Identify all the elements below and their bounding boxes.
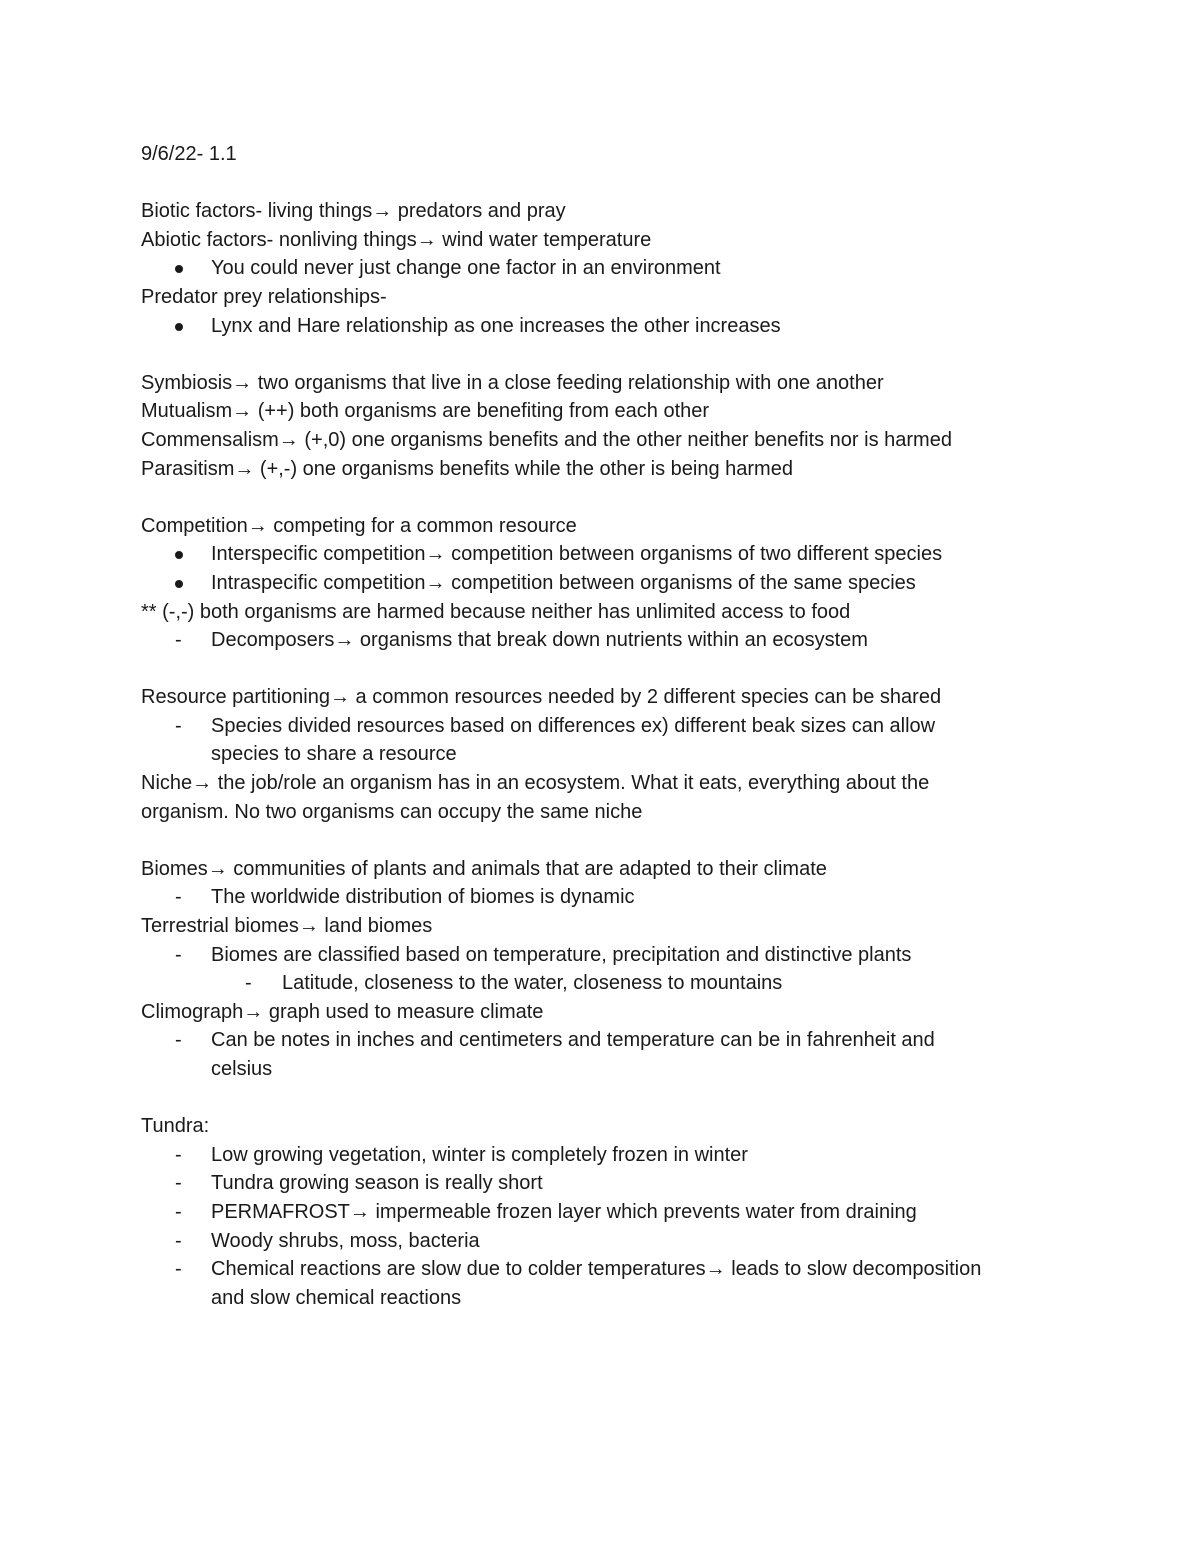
line-text: Climograph→ graph used to measure climate bbox=[141, 1000, 544, 1023]
note-line bbox=[141, 769, 1061, 798]
bullet-item bbox=[141, 312, 1061, 341]
bullet-item bbox=[141, 254, 1061, 283]
dash-marker-icon: - bbox=[175, 886, 182, 909]
line-text: Terrestrial biomes→ land biomes bbox=[141, 915, 433, 938]
note-line bbox=[141, 226, 1061, 255]
line-text: Symbiosis→ two organisms that live in a close feeding relationship with one another bbox=[141, 371, 884, 394]
line-text: Lynx and Hare relationship as one increases the other increases bbox=[211, 314, 781, 337]
line-text: Competition→ competing for a common resource bbox=[141, 514, 577, 537]
dash-marker-icon: - bbox=[175, 1229, 182, 1252]
list-item-continuation bbox=[141, 1284, 1061, 1313]
document-body bbox=[141, 140, 1061, 1312]
dash-list-item bbox=[141, 883, 1061, 912]
list-item-continuation bbox=[141, 740, 1061, 769]
note-line bbox=[141, 912, 1061, 941]
note-line bbox=[141, 197, 1061, 226]
line-text: Interspecific competition→ competition between organisms of two different species bbox=[211, 543, 943, 566]
blank-line bbox=[141, 1084, 1061, 1113]
dash-list-item bbox=[141, 1141, 1061, 1170]
note-line bbox=[141, 455, 1061, 484]
dash-list-item bbox=[141, 1198, 1061, 1227]
line-text: 9/6/22- 1.1 bbox=[141, 143, 237, 165]
line-text: and slow chemical reactions bbox=[211, 1286, 462, 1309]
line-text: celsius bbox=[211, 1058, 273, 1080]
dash-list-item bbox=[141, 626, 1061, 655]
blank-line bbox=[141, 169, 1061, 198]
dash-marker-icon: - bbox=[175, 629, 182, 652]
bullet-item bbox=[141, 569, 1061, 598]
line-text: Tundra: bbox=[141, 1115, 210, 1138]
dash-list-item bbox=[141, 941, 1061, 970]
line-text: Species divided resources based on differences ex) different beak sizes can allow bbox=[211, 714, 936, 737]
line-text: Decomposers→ organisms that break down nutrients within an ecosystem bbox=[211, 629, 868, 652]
line-text: Woody shrubs, moss, bacteria bbox=[211, 1229, 480, 1252]
note-line bbox=[141, 369, 1061, 398]
line-text: organism. No two organisms can occupy the same niche bbox=[141, 800, 643, 823]
note-line bbox=[141, 683, 1061, 712]
note-line bbox=[141, 598, 1061, 627]
bullet-dot-icon bbox=[175, 265, 183, 273]
blank-line bbox=[141, 826, 1061, 855]
list-item-continuation bbox=[141, 1055, 1061, 1084]
line-text: Biomes are classified based on temperature, precipitation and distinctive plants bbox=[211, 943, 912, 966]
dash-marker-icon: - bbox=[175, 943, 182, 966]
blank-line bbox=[141, 340, 1061, 369]
dash-list-item bbox=[141, 1255, 1061, 1284]
line-text: Intraspecific competition→ competition between organisms of the same species bbox=[211, 571, 916, 594]
line-text: Can be notes in inches and centimeters and temperature can be in fahrenheit and bbox=[211, 1029, 935, 1052]
dash-list-item bbox=[141, 1227, 1061, 1256]
bullet-item bbox=[141, 540, 1061, 569]
note-line bbox=[141, 998, 1061, 1027]
dash-list-item bbox=[141, 712, 1061, 741]
line-text: Biotic factors- living things→ predators and pray bbox=[141, 200, 566, 223]
note-line bbox=[141, 512, 1061, 541]
note-line bbox=[141, 855, 1061, 884]
line-text: ** (-,-) both organisms are harmed because neither has unlimited access to food bbox=[141, 600, 851, 623]
line-text: Biomes→ communities of plants and animals that are adapted to their climate bbox=[141, 857, 827, 880]
line-text: Predator prey relationships- bbox=[141, 285, 387, 308]
line-text: Commensalism→ (+,0) one organisms benefits and the other neither benefits nor is harmed bbox=[141, 428, 952, 451]
blank-line bbox=[141, 655, 1061, 684]
line-text: Abiotic factors- nonliving things→ wind water temperature bbox=[141, 228, 652, 251]
line-text: PERMAFROST→ impermeable frozen layer which prevents water from draining bbox=[211, 1200, 917, 1223]
line-text: species to share a resource bbox=[211, 743, 457, 766]
dash-marker-icon: - bbox=[245, 972, 252, 995]
line-text: Niche→ the job/role an organism has in an ecosystem. What it eats, everything about the bbox=[141, 772, 930, 795]
line-text: Chemical reactions are slow due to colder temperatures→ leads to slow decomposition bbox=[211, 1258, 982, 1281]
note-line bbox=[141, 426, 1061, 455]
dash-marker-icon: - bbox=[175, 1172, 182, 1195]
dash-marker-icon: - bbox=[175, 1029, 182, 1052]
line-text: Low growing vegetation, winter is completely frozen in winter bbox=[211, 1143, 748, 1166]
dash-marker-icon: - bbox=[175, 1143, 182, 1166]
note-date-heading bbox=[141, 140, 1061, 169]
note-line bbox=[141, 397, 1061, 426]
dash-list-item bbox=[141, 1169, 1061, 1198]
dash-marker-icon: - bbox=[175, 714, 182, 737]
dash-marker-icon: - bbox=[175, 1200, 182, 1223]
line-text: The worldwide distribution of biomes is dynamic bbox=[211, 886, 635, 909]
dash-marker-icon: - bbox=[175, 1258, 182, 1281]
dash-list-item bbox=[141, 1026, 1061, 1055]
line-text: Mutualism→ (++) both organisms are benefiting from each other bbox=[141, 400, 710, 423]
bullet-dot-icon bbox=[175, 580, 183, 588]
bullet-dot-icon bbox=[175, 551, 183, 559]
line-text: You could never just change one factor in an environment bbox=[211, 257, 721, 280]
note-line bbox=[141, 1112, 1061, 1141]
line-text: Parasitism→ (+,-) one organisms benefits while the other is being harmed bbox=[141, 457, 793, 480]
line-text: Resource partitioning→ a common resources needed by 2 different species can be shared bbox=[141, 686, 942, 709]
blank-line bbox=[141, 483, 1061, 512]
note-line bbox=[141, 283, 1061, 312]
dash-list-item bbox=[141, 969, 1061, 998]
line-text: Latitude, closeness to the water, closeness to mountains bbox=[282, 972, 783, 995]
note-line bbox=[141, 798, 1061, 827]
line-text: Tundra growing season is really short bbox=[211, 1172, 543, 1195]
bullet-dot-icon bbox=[175, 323, 183, 331]
